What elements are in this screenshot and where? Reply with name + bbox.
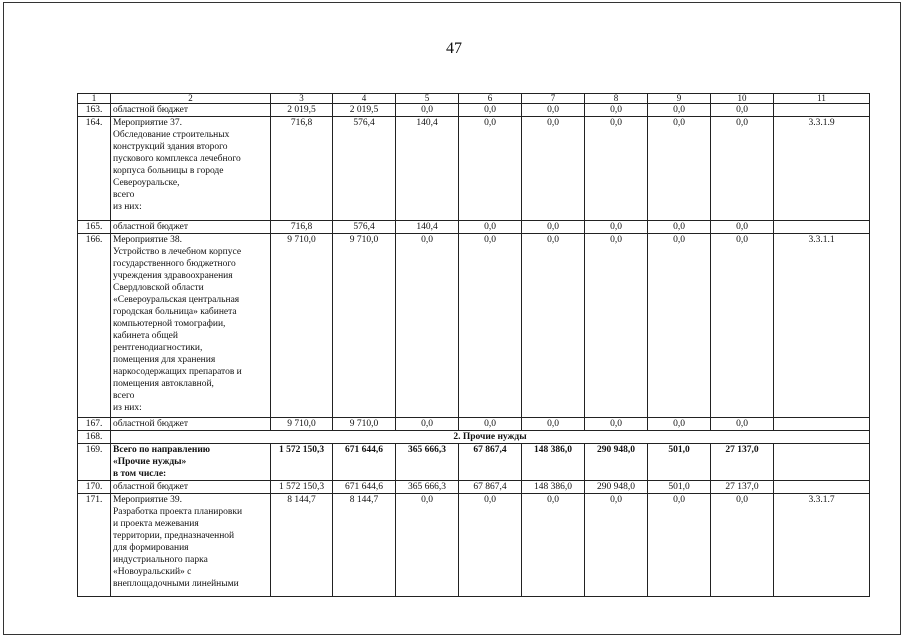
row-number: 168. — [78, 431, 111, 444]
value-cell: 8 144,7 — [333, 494, 396, 597]
description-line: государственного бюджетного — [113, 259, 236, 269]
value-cell: 148 386,0 — [522, 481, 585, 494]
column-header: 10 — [711, 94, 774, 104]
value-cell: 501,0 — [648, 481, 711, 494]
description-line: Мероприятие 38. — [113, 235, 183, 245]
column-header: 8 — [585, 94, 648, 104]
description-line: Обследование строительных — [113, 130, 230, 140]
description-line: пускового комплекса лечебного — [113, 154, 241, 164]
description-line: Разработка проекта планировки — [113, 507, 243, 517]
program-code-cell — [774, 481, 870, 494]
program-code-cell — [774, 221, 870, 234]
program-code-cell: 3.3.1.7 — [774, 494, 870, 597]
value-cell: 576,4 — [333, 117, 396, 221]
program-code-cell: 3.3.1.1 — [774, 234, 870, 418]
description-line: компьютерной томографии, — [113, 319, 226, 329]
description-line: корпуса больницы в городе — [113, 166, 224, 176]
row-description — [111, 221, 271, 234]
value-cell: 0,0 — [459, 234, 522, 418]
table-row — [78, 234, 870, 418]
description-line: индустриального парка — [113, 555, 208, 565]
value-cell: 0,0 — [585, 234, 648, 418]
description-line: из них: — [113, 403, 142, 413]
value-cell: 0,0 — [648, 494, 711, 597]
column-header: 1 — [78, 94, 111, 104]
value-cell: 0,0 — [459, 117, 522, 221]
value-cell: 0,0 — [459, 418, 522, 431]
value-cell: 0,0 — [711, 117, 774, 221]
table-row — [78, 481, 870, 494]
value-cell: 9 710,0 — [271, 234, 333, 418]
header-row — [78, 94, 870, 104]
column-header: 5 — [396, 94, 459, 104]
description-line: Всего по направлению — [113, 445, 211, 455]
description-line: областной бюджет — [113, 482, 189, 492]
row-description — [111, 481, 271, 494]
program-code-cell: 3.3.1.9 — [774, 117, 870, 221]
description-line: Мероприятие 39. — [113, 495, 183, 505]
description-line: помещения для хранения — [113, 355, 216, 365]
value-cell: 0,0 — [522, 234, 585, 418]
table-row — [78, 444, 870, 481]
value-cell: 0,0 — [648, 104, 711, 117]
value-cell: 67 867,4 — [459, 481, 522, 494]
description-line: областной бюджет — [113, 222, 189, 232]
row-number: 171. — [78, 494, 111, 597]
value-cell: 27 137,0 — [711, 444, 774, 481]
page-number: 47 — [446, 40, 462, 57]
description-line: областной бюджет — [113, 105, 189, 115]
value-cell: 0,0 — [396, 104, 459, 117]
table-row — [78, 117, 870, 221]
column-header: 3 — [271, 94, 333, 104]
value-cell: 0,0 — [648, 117, 711, 221]
value-cell: 0,0 — [522, 494, 585, 597]
row-description — [111, 104, 271, 117]
description-line: рентгенодиагностики, — [113, 343, 203, 353]
column-header: 7 — [522, 94, 585, 104]
value-cell: 0,0 — [459, 221, 522, 234]
value-cell: 0,0 — [711, 104, 774, 117]
value-cell: 148 386,0 — [522, 444, 585, 481]
column-header: 11 — [774, 94, 870, 104]
value-cell: 0,0 — [585, 418, 648, 431]
description-line: помещения автоклавной, — [113, 379, 214, 389]
value-cell: 1 572 150,3 — [271, 444, 333, 481]
value-cell: 140,4 — [396, 221, 459, 234]
section-title: 2. Прочие нужды — [111, 431, 870, 444]
value-cell: 2 019,5 — [271, 104, 333, 117]
column-header: 4 — [333, 94, 396, 104]
value-cell: 0,0 — [711, 221, 774, 234]
value-cell: 0,0 — [396, 494, 459, 597]
description-line: в том числе: — [113, 469, 167, 479]
value-cell: 27 137,0 — [711, 481, 774, 494]
value-cell: 501,0 — [648, 444, 711, 481]
value-cell: 0,0 — [648, 418, 711, 431]
row-description — [111, 418, 271, 431]
description-line: конструкций здания второго — [113, 142, 228, 152]
value-cell: 0,0 — [711, 234, 774, 418]
value-cell: 0,0 — [459, 494, 522, 597]
row-number: 170. — [78, 481, 111, 494]
value-cell: 8 144,7 — [271, 494, 333, 597]
description-line: «Новоуральский» с — [113, 567, 192, 577]
description-line: Свердловской области — [113, 283, 204, 293]
program-code-cell — [774, 418, 870, 431]
value-cell: 1 572 150,3 — [271, 481, 333, 494]
description-line: для формирования — [113, 543, 189, 553]
program-code-cell — [774, 444, 870, 481]
budget-table — [77, 93, 870, 597]
value-cell: 0,0 — [396, 234, 459, 418]
description-line: внеплощадочными линейными — [113, 579, 239, 589]
row-number: 164. — [78, 117, 111, 221]
description-line: Устройство в лечебном корпусе — [113, 247, 242, 257]
table-row — [78, 494, 870, 597]
value-cell: 365 666,3 — [396, 444, 459, 481]
value-cell: 0,0 — [522, 117, 585, 221]
description-line: учреждения здравоохранения — [113, 271, 233, 281]
description-line: и проекта межевания — [113, 519, 199, 529]
value-cell: 0,0 — [585, 494, 648, 597]
value-cell: 2 019,5 — [333, 104, 396, 117]
value-cell: 67 867,4 — [459, 444, 522, 481]
value-cell: 9 710,0 — [333, 418, 396, 431]
description-line: «Прочие нужды» — [113, 457, 187, 467]
description-line: территории, предназначенной — [113, 531, 235, 541]
row-description — [111, 234, 271, 418]
value-cell: 0,0 — [585, 117, 648, 221]
description-line: Североуральске, — [113, 178, 180, 188]
table-row — [78, 418, 870, 431]
table-row — [78, 221, 870, 234]
value-cell: 0,0 — [522, 221, 585, 234]
value-cell: 576,4 — [333, 221, 396, 234]
description-line: всего — [113, 391, 135, 401]
value-cell: 9 710,0 — [271, 418, 333, 431]
value-cell: 671 644,6 — [333, 444, 396, 481]
description-line: кабинета общей — [113, 331, 178, 341]
description-line: из них: — [113, 202, 142, 212]
table-row — [78, 104, 870, 117]
value-cell: 0,0 — [648, 234, 711, 418]
value-cell: 0,0 — [522, 418, 585, 431]
row-description — [111, 117, 271, 221]
description-line: областной бюджет — [113, 419, 189, 429]
description-line: Мероприятие 37. — [113, 118, 183, 128]
row-description — [111, 444, 271, 481]
value-cell: 0,0 — [522, 104, 585, 117]
column-header: 2 — [111, 94, 271, 104]
value-cell: 9 710,0 — [333, 234, 396, 418]
column-header: 6 — [459, 94, 522, 104]
row-description — [111, 494, 271, 597]
value-cell: 0,0 — [585, 221, 648, 234]
value-cell: 0,0 — [396, 418, 459, 431]
value-cell: 0,0 — [711, 494, 774, 597]
value-cell: 716,8 — [271, 117, 333, 221]
row-number: 167. — [78, 418, 111, 431]
value-cell: 716,8 — [271, 221, 333, 234]
row-number: 163. — [78, 104, 111, 117]
value-cell: 0,0 — [648, 221, 711, 234]
row-number: 166. — [78, 234, 111, 418]
value-cell: 0,0 — [459, 104, 522, 117]
description-line: всего — [113, 190, 135, 200]
row-number: 165. — [78, 221, 111, 234]
program-code-cell — [774, 104, 870, 117]
description-line: наркосодержащих препаратов и — [113, 367, 242, 377]
value-cell: 671 644,6 — [333, 481, 396, 494]
value-cell: 290 948,0 — [585, 481, 648, 494]
value-cell: 290 948,0 — [585, 444, 648, 481]
description-line: городская больница» кабинета — [113, 307, 237, 317]
table-row — [78, 431, 870, 444]
value-cell: 140,4 — [396, 117, 459, 221]
row-number: 169. — [78, 444, 111, 481]
value-cell: 0,0 — [585, 104, 648, 117]
value-cell: 0,0 — [711, 418, 774, 431]
value-cell: 365 666,3 — [396, 481, 459, 494]
column-header: 9 — [648, 94, 711, 104]
description-line: «Североуральская центральная — [113, 295, 240, 305]
